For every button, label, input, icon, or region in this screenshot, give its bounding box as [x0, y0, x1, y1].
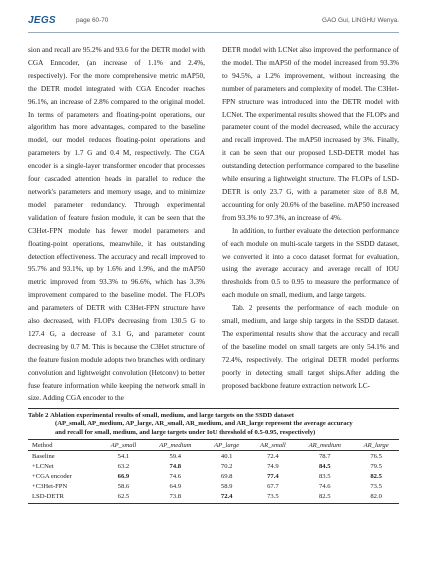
cell: 73.8: [169, 492, 182, 500]
cell: 82.5: [370, 472, 382, 480]
col-header-ap-large: AP_large: [214, 441, 240, 449]
running-authors: GAO Gui, LINGHU Wenya.: [322, 17, 399, 24]
cell: LSD-DETR: [32, 492, 64, 500]
col-header-ar-medium: AR_medium: [308, 441, 341, 449]
cell: 74.8: [169, 462, 182, 470]
cell: 59.4: [169, 452, 182, 460]
cell: 73.5: [370, 482, 382, 490]
cell: 79.5: [370, 462, 382, 470]
cell: 62.5: [117, 492, 130, 500]
cell: 83.5: [318, 472, 331, 480]
table-row: [28, 471, 399, 481]
cell: 64.9: [169, 482, 182, 490]
cell: 54.1: [117, 452, 130, 460]
col-header-ar-small: AR_small: [260, 441, 286, 449]
table-row: [28, 491, 399, 503]
cell: 74.6: [169, 472, 182, 480]
cell: 69.8: [220, 472, 233, 480]
cell: 70.2: [220, 462, 233, 470]
cell: 78.7: [318, 452, 331, 460]
cell: Baseline: [32, 452, 55, 460]
table-row: [28, 461, 399, 471]
table-row: [28, 451, 399, 462]
cell: 58.6: [117, 482, 130, 490]
right-paragraph-2: In addition, to further evaluate the detection performance of each module on multi-scale targets in the SSDD dataset, we converted it into a coco dataset format for evaluation, using the average accuracy and average recall of IOU thresholds from 0.5 to 0.95 to measure the performance of each module on small, medium, and large targets.: [222, 226, 399, 300]
cell: 72.4: [267, 452, 279, 460]
left-column: [28, 44, 205, 405]
left-paragraph-1: sion and recall are 95.2% and 93.6 for the DETR model with CGA Enncoder, (an increase of 1.1% and 2.4%, respectively). For the more comprehensive metric mAP50, the DETR model integrated with CGA Encoder reaches 96.1%, an increase of 2.8% compared to the original model. In terms of parameters and floating-point operations, our algorithm has more advantages, compared to the baseline model, our model reduces floating-point operations and parameters by 1.7 G and 0.4 M, respectively. The CGA encoder is a single-layer transformer encoder that processes four cascaded attention heads in parallel to reduce the network's parameters and memory usage, and to minimize model parameter redundancy. Through experimental validation of feature fusion module, it can be seen that the C3Het-FPN module has fewer model parameters and floating-point operations, meanwhile, it has outstanding detection effectiveness. The accuracy and recall improved to 95.7% and 93.1%, up by 1.6% and 1.9%, and the mAP50 metric improved from 93.3% to 96.6%, which has 3.3% improvement compared to the baseline model. The FLOPs and parameters of DETR with C3Het-FPN structure have also decreased, with FLOPs decreasing from 130.5 G to 127.4 G, a decrease of 3.1 G, and parameter count decreasing by 0.7 M. This is because the C3Het structure of the feature fusion module adopts two branches with ordinary convolution and lightweight convolution (Hetconv) to better fuse feature information while keeping the network small in size. Adding CGA encoder to the: [28, 46, 205, 403]
col-header-ar-large: AR_large: [363, 441, 389, 449]
right-column: [222, 44, 399, 392]
table-caption-title: Ablation experimental results of small, medium, and large targets on the SSDD dataset: [50, 412, 294, 419]
cell: 63.2: [117, 462, 130, 470]
table-header-row: [28, 440, 399, 451]
ablation-table: [28, 408, 399, 504]
page-header: [28, 14, 399, 33]
journal-logo: JEGS: [28, 15, 56, 26]
cell: 67.7: [267, 482, 279, 490]
cell: 77.4: [267, 472, 279, 480]
cell: 72.4: [220, 492, 233, 500]
cell: 84.5: [318, 462, 331, 470]
cell: 40.1: [220, 452, 233, 460]
cell: 82.0: [370, 492, 382, 500]
table-caption-line3: and recall for small, medium, and large targets under IoU threshold of 0.5-0.95, respectively): [55, 428, 316, 436]
page-number: page 60-70: [76, 17, 109, 24]
cell: 73.5: [267, 492, 279, 500]
table-label: Table 2: [28, 412, 49, 419]
cell: 66.9: [117, 472, 130, 480]
cell: +LCNet: [32, 462, 54, 470]
col-header-ap-medium: AP_medium: [159, 441, 192, 449]
right-paragraph-3: Tab. 2 presents the performance of each module on small, medium, and large ship targets in the SSDD dataset. The experimental results show that the accuracy and recall of the baseline model on small targets are only 54.1% and 72.4%, respectively. The original DETR model performs poorly in detecting small target ships.After adding the proposed backbone feature extraction network LC-: [222, 304, 399, 390]
col-header-method: Method: [32, 441, 53, 449]
cell: 74.9: [267, 462, 279, 470]
table-caption-line2: (AP_small, AP_medium, AP_large, AR_small, AR_medium, and AR_large represent the average accuracy: [55, 420, 353, 428]
right-paragraph-1: DETR model with LCNet also improved the performance of the model. The mAP50 of the model increased from 93.3% to 94.5%, a 1.2% improvement, without increasing the number of parameters and complexity of model. The C3Het-FPN structure was introduced into the DETR model with LCNet. The experimental results showed that the FLOPs and parameter count of the model decreased, while the accuracy and recall improved. The mAP50 increased by 3%. Finally, it can be seen that our proposed LSD-DETR model has outstanding detection performance compared to the baseline while ensuring a lightweight structure. The FLOPs of LSD-DETR is only 23.7 G, with a parameter size of 8.8 M, accounting for only 20.6% of the baseline. mAP50 increased from 93.3% to 97.3%, an increase of 4%.: [222, 46, 399, 222]
col-header-ap-small: AP_small: [110, 441, 137, 449]
results-table: [28, 439, 399, 503]
cell: 82.5: [318, 492, 331, 500]
cell: 76.5: [370, 452, 382, 460]
cell: 58.9: [220, 482, 233, 490]
cell: +CGA encoder: [32, 472, 72, 480]
cell: 74.6: [318, 482, 331, 490]
table-row: [28, 481, 399, 491]
cell: +C3Het-FPN: [32, 482, 68, 490]
table-caption: [28, 409, 399, 439]
